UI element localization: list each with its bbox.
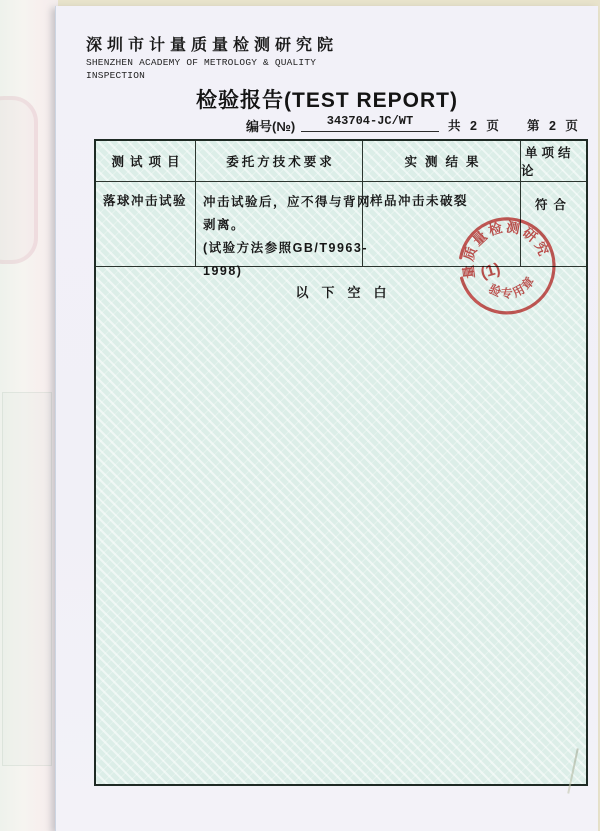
header-measured-result: 实测结果 — [363, 141, 521, 181]
report-number-line — [56, 114, 598, 136]
requirement-line-1: 冲击试验后，应不得与背网 — [203, 195, 372, 209]
organization-name-en-line1: SHENZHEN ACADEMY OF METROLOGY & QUALITY — [86, 57, 317, 68]
seal-bottom-text: 验专用章 — [486, 272, 539, 301]
svg-text:量质量检测研究 — [452, 211, 555, 281]
table-header-row — [96, 141, 586, 182]
table-bleed-through — [2, 392, 52, 766]
underlying-page-strip — [0, 0, 58, 831]
blank-below-note: 以下空白 — [295, 285, 400, 300]
page-current: 第 2 页 — [527, 119, 581, 133]
requirement-line-2: 剥离。 — [203, 218, 246, 232]
cell-requirement — [196, 182, 372, 278]
seal-ring-text: 量质量检测研究 — [460, 219, 553, 280]
report-title: 检验报告(TEST REPORT) — [196, 89, 458, 112]
header-item-conclusion: 单项结论 — [521, 146, 575, 178]
stamp-bleed-through — [0, 96, 38, 264]
requirement-line-4: 1998) — [203, 264, 243, 278]
report-number-value: 343704-JC/WT — [301, 114, 439, 132]
official-seal-stamp — [425, 184, 590, 349]
report-number-label: 编号(№) — [246, 119, 296, 134]
cell-conclusion: 符合 — [534, 198, 572, 212]
requirement-line-3: (试验方法参照GB/T9963- — [203, 241, 368, 255]
header-client-requirement: 委托方技术要求 — [196, 141, 363, 181]
organization-header — [86, 32, 338, 81]
seal-center-number: (1) — [478, 260, 503, 283]
cell-result: 样品冲击未破裂 — [363, 182, 521, 266]
pages-total: 共 2 页 — [448, 119, 502, 133]
organization-name-en-line2: INSPECTION — [86, 70, 146, 81]
header-test-item: 测试项目 — [96, 141, 196, 181]
report-page — [55, 6, 598, 831]
organization-name-cn: 深圳市计量质量检测研究院 — [86, 37, 339, 54]
cell-test-item: 落球冲击试验 — [96, 182, 196, 266]
